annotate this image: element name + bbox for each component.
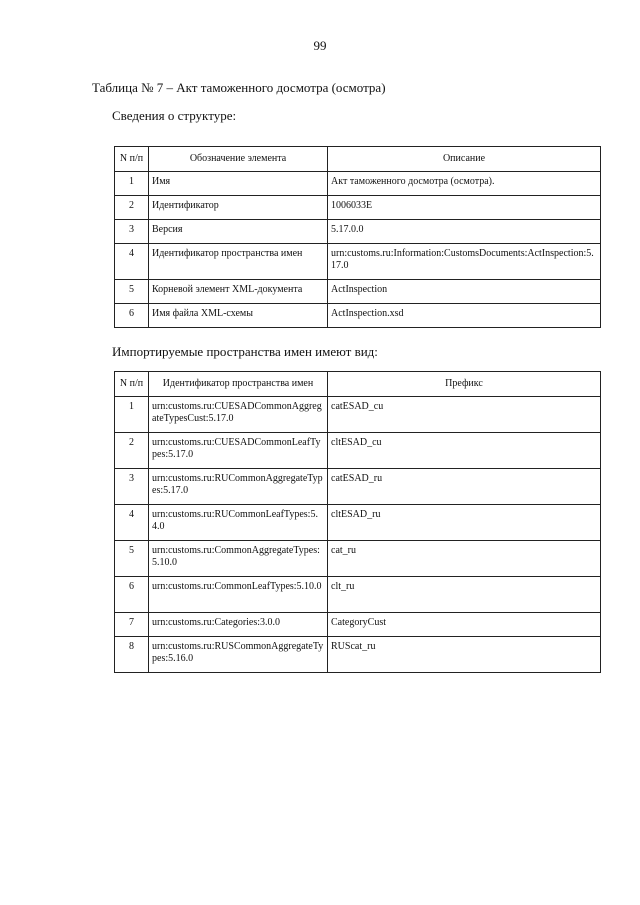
table-row xyxy=(115,637,601,673)
table-row xyxy=(115,613,601,637)
row-number: 5 xyxy=(115,541,149,577)
namespace-id: urn:customs.ru:RUCommonAggregateTypes:5.17.0 xyxy=(149,469,328,505)
namespaces-table xyxy=(114,371,601,673)
namespace-id: urn:customs.ru:CommonAggregateTypes:5.10.0 xyxy=(149,541,328,577)
row-number: 3 xyxy=(115,469,149,505)
column-header: Описание xyxy=(328,147,601,172)
element-description: Акт таможенного досмотра (осмотра). xyxy=(328,172,601,196)
row-number: 1 xyxy=(115,397,149,433)
table-row xyxy=(115,469,601,505)
structure-heading: Сведения о структуре: xyxy=(112,108,237,123)
row-number: 2 xyxy=(115,196,149,220)
namespace-prefix: catESAD_ru xyxy=(328,469,601,505)
row-number: 6 xyxy=(115,304,149,328)
row-number: 3 xyxy=(115,220,149,244)
row-number: 2 xyxy=(115,433,149,469)
column-header: N п/п xyxy=(115,147,149,172)
table-row xyxy=(115,280,601,304)
element-description: ActInspection xyxy=(328,280,601,304)
table-row xyxy=(115,505,601,541)
row-number: 1 xyxy=(115,172,149,196)
namespace-prefix: cltESAD_cu xyxy=(328,433,601,469)
table-row xyxy=(115,577,601,613)
element-name: Идентификатор пространства имен xyxy=(149,244,328,280)
namespace-prefix: cltESAD_ru xyxy=(328,505,601,541)
table-header-row xyxy=(115,147,601,172)
row-number: 4 xyxy=(115,244,149,280)
namespaces-heading: Импортируемые пространства имен имеют вид: xyxy=(112,344,378,359)
namespace-prefix: cat_ru xyxy=(328,541,601,577)
table-row xyxy=(115,196,601,220)
namespace-prefix: RUScat_ru xyxy=(328,637,601,673)
element-description: 5.17.0.0 xyxy=(328,220,601,244)
element-name: Имя xyxy=(149,172,328,196)
column-header: Обозначение элемента xyxy=(149,147,328,172)
namespace-prefix: clt_ru xyxy=(328,577,601,613)
element-description: ActInspection.xsd xyxy=(328,304,601,328)
row-number: 4 xyxy=(115,505,149,541)
table-caption: Таблица № 7 – Акт таможенного досмотра (осмотра) xyxy=(92,80,386,95)
column-header: Идентификатор пространства имен xyxy=(149,372,328,397)
table-row xyxy=(115,433,601,469)
element-name: Имя файла XML-схемы xyxy=(149,304,328,328)
namespace-prefix: catESAD_cu xyxy=(328,397,601,433)
namespace-id: urn:customs.ru:RUCommonLeafTypes:5.4.0 xyxy=(149,505,328,541)
page-number: 99 xyxy=(313,38,327,53)
namespace-prefix: CategoryCust xyxy=(328,613,601,637)
table-row xyxy=(115,244,601,280)
table-header-row xyxy=(115,372,601,397)
table-row xyxy=(115,541,601,577)
column-header: Префикс xyxy=(328,372,601,397)
element-name: Корневой элемент XML-документа xyxy=(149,280,328,304)
structure-table xyxy=(114,146,601,328)
namespace-id: urn:customs.ru:CUESADCommonLeafTypes:5.17.0 xyxy=(149,433,328,469)
table-row xyxy=(115,220,601,244)
table-row xyxy=(115,304,601,328)
namespace-id: urn:customs.ru:CUESADCommonAggregateTypesCust:5.17.0 xyxy=(149,397,328,433)
namespace-id: urn:customs.ru:RUSCommonAggregateTypes:5.16.0 xyxy=(149,637,328,673)
element-name: Версия xyxy=(149,220,328,244)
row-number: 5 xyxy=(115,280,149,304)
row-number: 7 xyxy=(115,613,149,637)
element-description: urn:customs.ru:Information:CustomsDocuments:ActInspection:5.17.0 xyxy=(328,244,601,280)
table-row xyxy=(115,397,601,433)
row-number: 6 xyxy=(115,577,149,613)
table-row xyxy=(115,172,601,196)
row-number: 8 xyxy=(115,637,149,673)
column-header: N п/п xyxy=(115,372,149,397)
namespace-id: urn:customs.ru:Categories:3.0.0 xyxy=(149,613,328,637)
namespace-id: urn:customs.ru:CommonLeafTypes:5.10.0 xyxy=(149,577,328,613)
element-name: Идентификатор xyxy=(149,196,328,220)
element-description: 1006033E xyxy=(328,196,601,220)
